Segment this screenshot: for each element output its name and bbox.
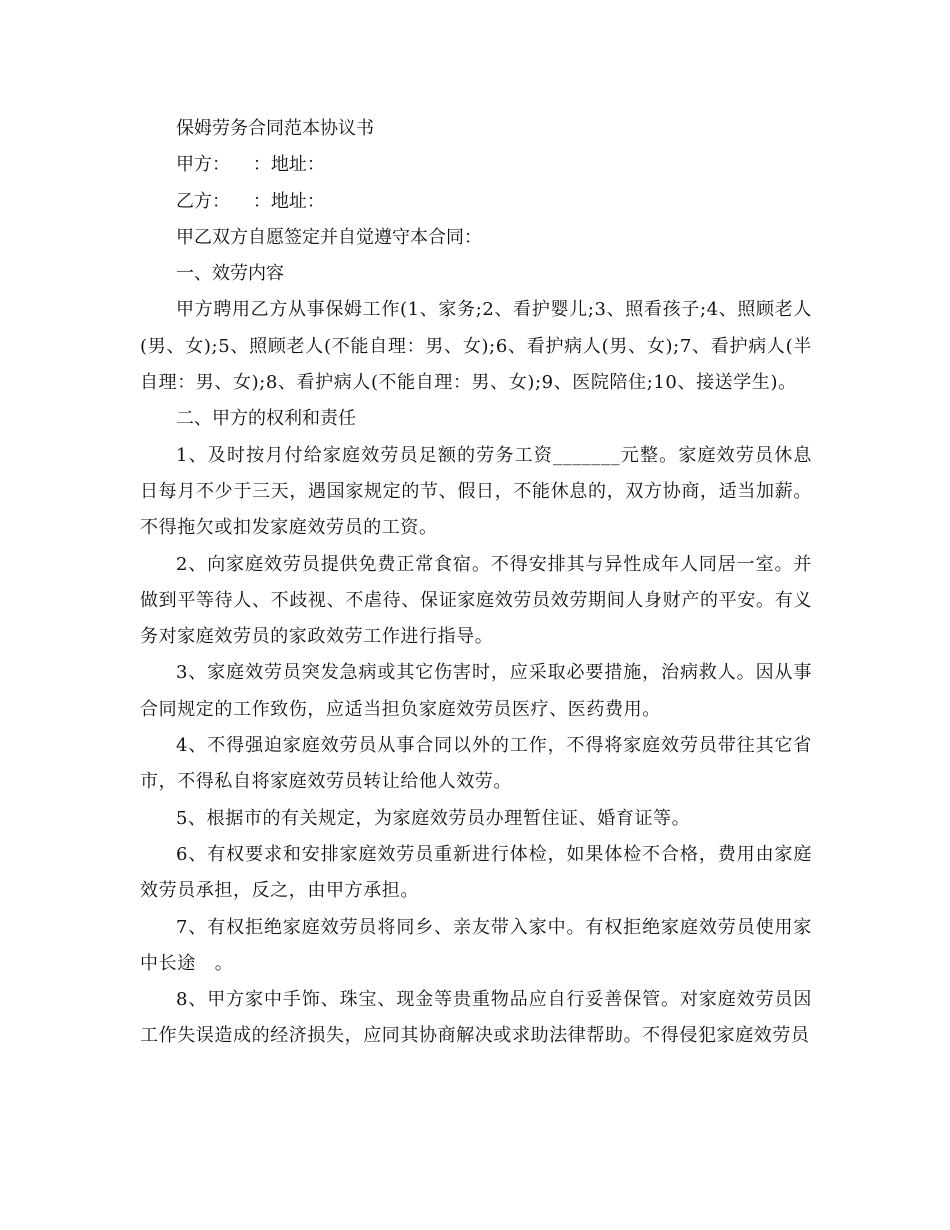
clause-4: 4、不得强迫家庭效劳员从事合同以外的工作，不得将家庭效劳员带往其它省市，不得私自将家庭效劳员转让给他人效劳。 — [140, 735, 812, 793]
clause-6: 6、有权要求和安排家庭效劳员重新进行体检，如果体检不合格，费用由家庭效劳员承担，反之，由甲方承担。 — [140, 843, 812, 902]
clause-1: 1、及时按月付给家庭效劳员足额的劳务工资_______元整。家庭效劳员休息日每月不少于三天，遇国家规定的节、假日，不能休息的，双方协商，适当加薪。不得拖欠或扣发家庭效劳员的工资。 — [140, 444, 812, 539]
clause-2: 2、向家庭效劳员提供免费正常食宿。不得安排其与异性成年人同居一室。并做到平等待人、不歧视、不虐待、保证家庭效劳员效劳期间人身财产的平安。有义务对家庭效劳员的家政效劳工作进行指导。 — [140, 553, 812, 648]
clause-7: 7、有权拒绝家庭效劳员将同乡、亲友带入家中。有权拒绝家庭效劳员使用家中长途 。 — [140, 916, 812, 974]
party-a-line: 甲方： ：地址： — [176, 154, 325, 176]
section-2-heading: 二、甲方的权利和责任 — [176, 408, 356, 430]
intro-line: 甲乙双方自愿签定并自觉遵守本合同： — [176, 226, 482, 248]
section-1-body: 甲方聘用乙方从事保姆工作(1、家务;2、看护婴儿;3、照看孩子;4、照顾老人(男、女);5、照顾老人(不能自理：男、女);6、看护病人(男、女);7、看护病人(半自理：男、女);8、看护病人(不能自理：男、女);9、医院陪住;10、接送学生)。 — [140, 299, 812, 394]
party-b-line: 乙方： ：地址： — [176, 190, 325, 212]
clause-8: 8、甲方家中手饰、珠宝、现金等贵重物品应自行妥善保管。对家庭效劳员因工作失误造成的经济损失，应同其协商解决或求助法律帮助。不得侵犯家庭效劳员 — [140, 989, 812, 1047]
section-1-heading: 一、效劳内容 — [176, 263, 284, 285]
clause-3: 3、家庭效劳员突发急病或其它伤害时，应采取必要措施，治病救人。因从事合同规定的工作致伤，应适当担负家庭效劳员医疗、医药费用。 — [140, 662, 812, 720]
clause-5: 5、根据市的有关规定，为家庭效劳员办理暂住证、婚育证等。 — [176, 807, 691, 829]
document-title: 保姆劳务合同范本协议书 — [176, 118, 374, 139]
document-page — [140, 111, 812, 1055]
